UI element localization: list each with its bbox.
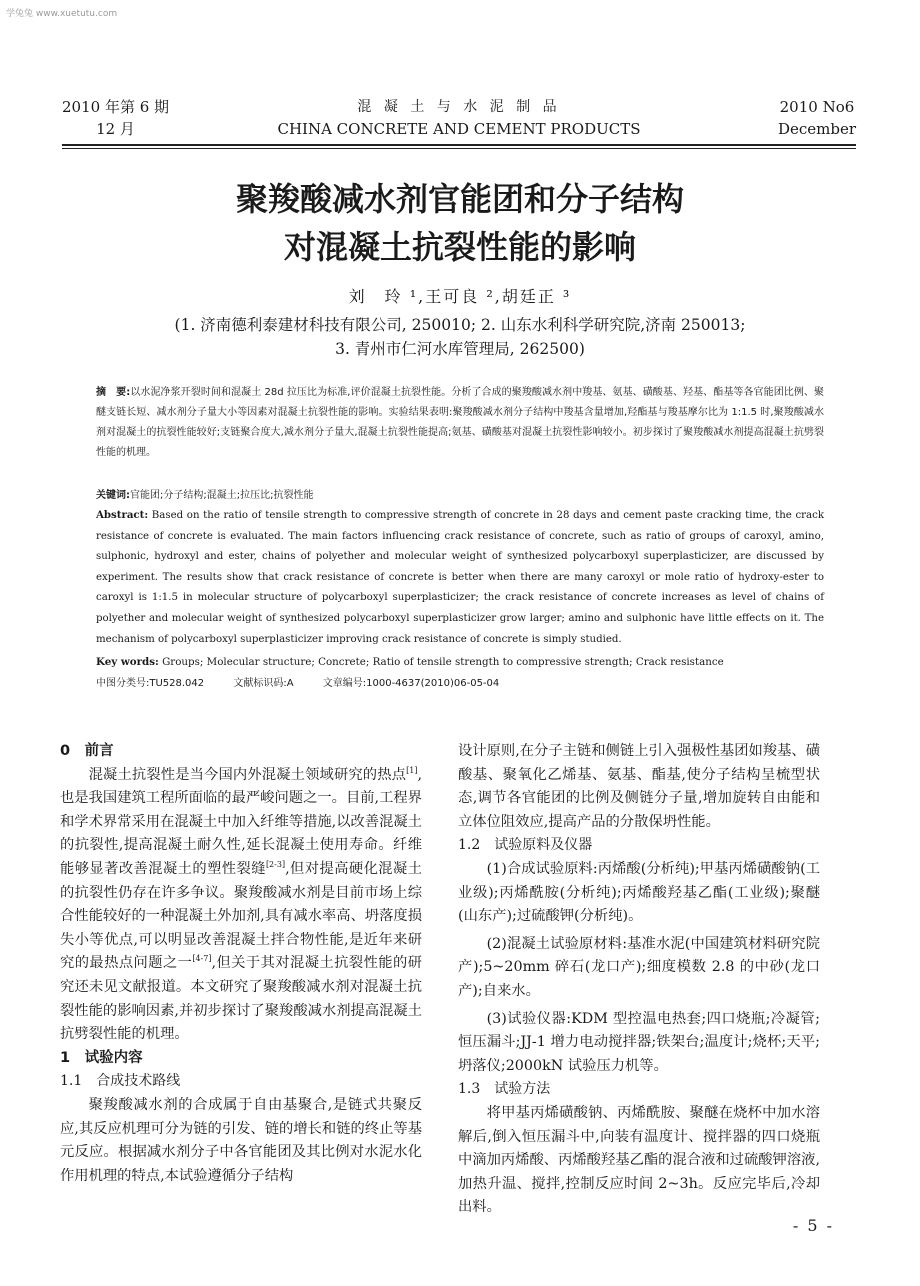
subsection-heading: 1.3 试验方法 <box>458 1081 551 1098</box>
abstract-cn: 摘 要:以水泥净浆开裂时间和混凝土 28d 拉压比为标准,评价混凝土抗裂性能。分析了合成的聚羧酸减水剂中羧基、氨基、磺酸基、羟基、酯基等各官能团比例、聚醚支链长短、减水剂分子量大小等因素对混凝土抗裂性能的影响。实验结果表明:聚羧酸减水剂分子结构中羧基含量增加,羟酯基与羧基摩尔比为 1:1.5 时,聚羧酸减水剂对混凝土的抗裂性能较好;支链聚合度大,减水剂分子量大,混凝土抗裂性能提高;氨基、磺酸基对混凝土抗裂性影响较小。初步探讨了聚羧酸减水剂提高混凝土抗劈裂性能的机理。 <box>96 387 825 458</box>
paragraph: 聚羧酸减水剂的合成属于自由基聚合,是链式共聚反应,其反应机理可分为链的引发、链的增长和链的终止等基元反应。根据减水剂分子中各官能团及其比例对水泥水化作用机理的特点,本试验遵循分子结构 <box>60 1096 422 1184</box>
paragraph: (1)合成试验原料:丙烯酸(分析纯);甲基丙烯磺酸钠(工业级);丙烯酰胺(分析纯);丙烯酸羟基乙酯(工业级);聚醚(山东产);过硫酸钾(分析纯)。 <box>458 860 820 925</box>
running-header <box>62 96 856 146</box>
header-issue-en: 2010 No6 December <box>777 98 856 138</box>
abstract-en: Abstract: Based on the ratio of tensile strength to compressive strength of concrete in 28 days and cement paste cracking time, the crack resistance of concrete is evaluated. The main factors influencing crack resistance of concrete, such as ratio of groups of caroxyl, amino, sulphonic, hydroxyl and ester, chains of polyether and molecular weight of synthesized polycarboxyl superplasticizer, are discussed by experiment. The results show that crack resistance of concrete is better when there are many caroxyl or mole ratio of hydroxy-ester to caroxyl is 1:1.5 in molecular structure of polycarboxyl superplasticizer; the crack resistance of concrete increases as level of chains of polyether and molecular weight of synthesized polycarboxyl superplasticizer grow larger; amino and sulphonic have little effects on it. The mechanism of polycarboxyl superplasticizer improving crack resistance of concrete is simply studied. <box>96 509 824 645</box>
affiliations: (1. 济南德利泰建材科技有限公司, 250010; 2. 山东水利科学研究院,济南 250013; 3. 青州市仁河水库管理局, 262500) <box>174 316 746 358</box>
clc-number: 中图分类号:TU528.042 <box>96 678 205 689</box>
paragraph: 设计原则,在分子主链和侧链上引入强极性基团如羧基、磺酸基、聚氧化乙烯基、氨基、酯基,使分子结构呈梳型状态,调节各官能团的比例及侧链分子量,增加旋转自由能和立体位阻效应,提高产品的分散保坍性能。 <box>458 743 820 830</box>
classification-line <box>96 674 824 694</box>
watermark: 学兔兔 www.xuetutu.com <box>6 9 118 19</box>
paragraph: 混凝土抗裂性是当今国内外混凝土领域研究的热点[1],也是我国建筑工程所面临的最严峻问题之一。目前,工程界和学术界常采用在混凝土中加入纤维等措施,以改善混凝土的抗裂性,提高混凝土耐久性,延长混凝土使用寿命。纤维能够显著改善混凝土的塑性裂缝[2-3],但对提高硬化混凝土的抗裂性仍存在许多争议。聚羧酸减水剂是目前市场上综合性能较好的一种混凝土外加剂,具有减水率高、坍落度损失小等优点,可以明显改善混凝土拌合物性能,是近年来研究的最热点问题之一[4-7],但关于其对混凝土抗裂性能的研究还未见文献报道。本文研究了聚羧酸减水剂对混凝土抗裂性能的影响因素,并初步探讨了聚羧酸减水剂提高混凝土抗劈裂性能的机理。 <box>60 765 422 1043</box>
subsection-heading: 1.1 合成技术路线 <box>60 1073 181 1090</box>
author-list: 刘 玲 ¹,王可良 ²,胡廷正 ³ <box>348 287 572 306</box>
paragraph: 将甲基丙烯磺酸钠、丙烯酰胺、聚醚在烧杯中加水溶解后,倒入恒压漏斗中,向装有温度计、搅拌器的四口烧瓶中滴加丙烯酸、丙烯酸羟基乙酯的混合液和过硫酸钾溶液,加热升温、搅拌,控制反应时间 2~3h。反应完毕后,冷却出料。 <box>458 1104 820 1216</box>
header-journal: 混 凝 土 与 水 泥 制 品 CHINA CONCRETE AND CEMENT PRODUCTS <box>277 99 641 138</box>
document-code: 文献标识码:A <box>233 678 294 689</box>
paragraph: (2)混凝土试验原材料:基准水泥(中国建筑材料研究院产);5~20mm 碎石(龙口产);细度模数 2.8 的中砂(龙口产);自来水。 <box>458 935 820 999</box>
subsection-heading: 1.2 试验原料及仪器 <box>458 837 593 854</box>
header-rule-thin <box>62 148 856 149</box>
header-rule-thick <box>62 144 856 146</box>
header-issue: 2010 年第 6 期 12 月 <box>62 98 170 138</box>
page-number: - 5 - <box>792 1216 834 1235</box>
article-number: 文章编号:1000-4637(2010)06-05-04 <box>322 678 500 689</box>
paragraph: (3)试验仪器:KDM 型控温电热套;四口烧瓶;冷凝管;恒压漏斗;JJ-1 增力电动搅拌器;铁架台;温度计;烧杯;天平;坍落仪;2000kN 试验压力机等。 <box>458 1010 820 1074</box>
body-column-left <box>60 740 422 1188</box>
section-heading: 0 前言 <box>60 743 114 759</box>
keywords-cn: 关键词:官能团;分子结构;混凝土;拉压比;抗裂性能 <box>96 490 314 501</box>
body-column-right <box>458 740 820 1220</box>
section-heading: 1 试验内容 <box>60 1049 143 1066</box>
paper-title: 聚羧酸减水剂官能团和分子结构 对混凝土抗裂性能的影响 <box>235 180 684 266</box>
keywords-en: Key words: Groups; Molecular structure; Concrete; Ratio of tensile strength to compressive strength; Crack resistance <box>96 656 724 668</box>
